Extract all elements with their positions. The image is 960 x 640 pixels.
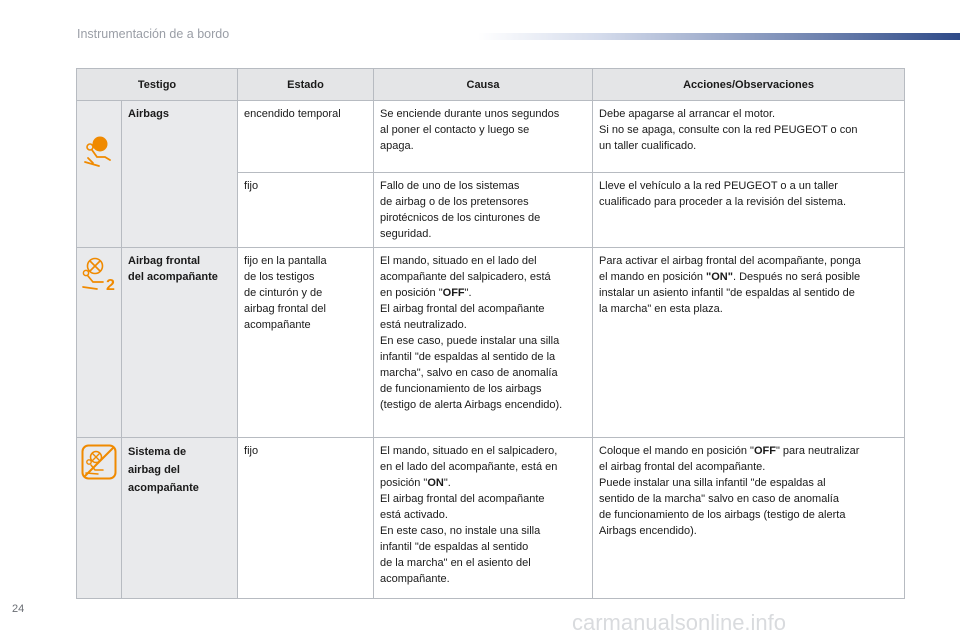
testigo-name-sistema-airbag [122, 438, 238, 599]
icon-cell-airbag-frontal [77, 248, 122, 438]
table-row [77, 438, 905, 599]
causa-off-keyword: OFF [442, 287, 465, 299]
testigo-label-line3: acompañante [128, 482, 199, 494]
acciones-text-part1: Coloque el mando en posición " [599, 445, 754, 457]
causa-cell [374, 248, 593, 438]
acciones-text-part2: . Después no será posible instalar un asiento infantil "de espaldas al sentido de la marcha" en esta plaza. [599, 271, 861, 315]
acciones-cell: Lleve el vehículo a la red PEUGEOT o a un taller cualificado para proceder a la revisión del sistema. [593, 173, 905, 248]
estado-cell: encendido temporal [238, 101, 374, 173]
airbag-warning-icon [81, 136, 117, 175]
acciones-text-part1: Para activar el airbag frontal del acompañante, ponga el mando en posición [599, 255, 861, 283]
acciones-cell: Debe apagarse al arrancar el motor. Si no se apaga, consulte con la red PEUGEOT o con un taller cualificado. [593, 101, 905, 173]
column-header-testigo: Testigo [77, 69, 238, 101]
warning-lights-table [76, 68, 905, 599]
column-header-estado: Estado [238, 69, 374, 101]
causa-text-part2: ". El airbag frontal del acompañante está neutralizado. En ese caso, puede instalar una silla infantil "de espaldas al sentido de la marcha", salvo en caso de anomalía de funcionamiento de los airbags (testigo de alerta Airbags encendido). [380, 287, 563, 411]
passenger-airbag-on-icon [81, 444, 117, 485]
icon-cell-sistema-airbag [77, 438, 122, 599]
table-header-row [77, 69, 905, 101]
testigo-name-airbags [122, 101, 238, 248]
causa-cell: Fallo de uno de los sistemas de airbag o de los pretensores pirotécnicos de los cinturones de seguridad. [374, 173, 593, 248]
watermark: carmanualsonline.info [572, 610, 787, 635]
causa-text-part2: ". El airbag frontal del acompañante está activado. En este caso, no instale una silla infantil "de espaldas al sentido de la marcha" en el asiento del acompañante. [380, 477, 545, 585]
estado-cell: fijo [238, 438, 374, 599]
header-gradient-bar [478, 33, 960, 40]
table-row [77, 248, 905, 438]
icon-cell-airbags [77, 101, 122, 248]
testigo-label-line1: Airbag frontal [128, 255, 201, 267]
svg-text:2: 2 [106, 277, 115, 292]
passenger-airbag-off-icon [81, 256, 119, 297]
estado-cell: fijo [238, 173, 374, 248]
column-header-causa: Causa [374, 69, 593, 101]
acciones-off-keyword: OFF [753, 445, 776, 457]
table-row [77, 101, 905, 173]
acciones-cell [593, 248, 905, 438]
acciones-cell [593, 438, 905, 599]
page-number: 24 [12, 603, 25, 615]
causa-on-keyword: ON [427, 477, 444, 489]
testigo-label-line1: Sistema de [128, 446, 187, 458]
causa-cell [374, 438, 593, 599]
testigo-name-airbag-frontal [122, 248, 238, 438]
testigo-label: Airbags [128, 108, 169, 120]
column-header-acciones: Acciones/Observaciones [593, 69, 905, 101]
testigo-label-line2: airbag del [128, 464, 180, 476]
estado-cell: fijo en la pantalla de los testigos de cinturón y de airbag frontal del acompañante [238, 248, 374, 438]
causa-cell: Se enciende durante unos segundos al poner el contacto y luego se apaga. [374, 101, 593, 173]
causa-text-part1: El mando, situado en el lado del acompañante del salpicadero, está en posición " [380, 255, 551, 299]
testigo-label-line2: del acompañante [128, 271, 218, 283]
acciones-on-keyword: "ON" [706, 271, 733, 283]
section-title: Instrumentación de a bordo [77, 27, 230, 41]
acciones-text-part2: " para neutralizar el airbag frontal del acompañante. Puede instalar una silla infantil "de espaldas al sentido de la marcha" salvo en caso de anomalía de funcionamiento de los airbags (testigo de alerta Airbags encendido). [599, 445, 860, 537]
causa-text-part1: El mando, situado en el salpicadero, en el lado del acompañante, está en posición " [380, 445, 558, 489]
